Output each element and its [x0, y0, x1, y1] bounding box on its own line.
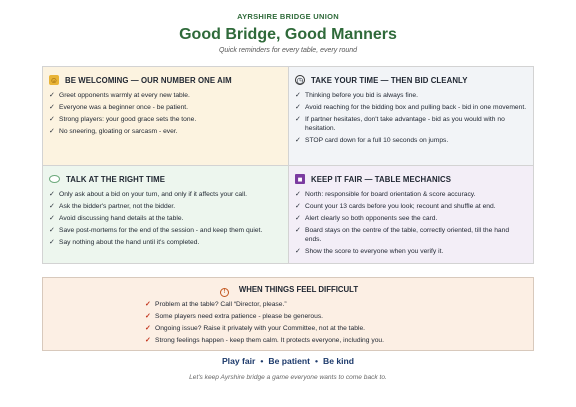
- check-icon: ✓: [295, 116, 301, 123]
- check-icon: ✓: [295, 227, 301, 234]
- motto: Play fair • Be patient • Be kind: [221, 356, 355, 366]
- list-item: ✓ STOP card down for a full 10 seconds on jumps.: [295, 137, 449, 145]
- organisation-name: AYRSHIRE BRIDGE UNION: [237, 12, 339, 21]
- item-list: [49, 190, 282, 247]
- warning-icon: !: [220, 288, 229, 297]
- list-item: ✓ Say nothing about the hand until it's completed.: [49, 239, 200, 246]
- check-icon: ✓: [295, 215, 301, 222]
- page-title: Good Bridge, Good Manners: [179, 26, 397, 43]
- list-item: ✓ Thinking before you bid is always fine.: [295, 92, 419, 99]
- list-item: ✓ Ask the bidder's partner, not the bidder.: [49, 203, 176, 210]
- check-icon: ✓: [49, 116, 55, 123]
- item-list: [145, 300, 384, 348]
- list-item: ✓ If partner hesitates, don't take advantage - bid as you would with no hesitation.: [295, 116, 505, 133]
- list-item: ✓ Alert clearly so both opponents see the card.: [295, 215, 438, 222]
- check-icon: ✓: [295, 203, 301, 210]
- check-icon: ✓: [145, 337, 151, 344]
- check-icon: ✓: [145, 313, 151, 320]
- panel-heading: WHEN THINGS FEEL DIFFICULT: [238, 285, 359, 294]
- check-icon: ✓: [49, 128, 55, 135]
- section-keep-it-fair: [289, 166, 533, 263]
- list-item: ✓ Ongoing issue? Raise it privately with your Committee, not at the table.: [145, 325, 366, 332]
- check-icon: ✓: [49, 92, 55, 99]
- list-item: ✓ Problem at the table? Call “Director, please.”: [145, 301, 287, 308]
- item-list: [295, 190, 527, 257]
- check-icon: ✓: [295, 191, 301, 198]
- board-icon: ■: [295, 174, 305, 184]
- check-icon: ✓: [49, 191, 55, 198]
- section-heading: TALK AT THE RIGHT TIME: [66, 174, 166, 184]
- section-talk-at-right-time: [43, 166, 289, 263]
- list-item: ✓ Board stays on the centre of the table, correctly oriented, till the hand ends.: [295, 227, 510, 244]
- list-item: ✓ North: responsible for board orientation & score accuracy.: [295, 191, 476, 198]
- closing-line: Let's keep Ayrshire bridge a game everyone wants to come back to.: [189, 374, 387, 381]
- list-item: ✓ No sneering, gloating or sarcasm - ever.: [49, 128, 178, 135]
- check-icon: ✓: [49, 203, 55, 210]
- section-heading: TAKE YOUR TIME — THEN BID CLEANLY: [311, 75, 468, 85]
- guidelines-grid: [42, 66, 534, 264]
- list-item: ✓ Avoid reaching for the bidding box and pulling back - bid in one movement.: [295, 104, 527, 111]
- list-item: ✓ Strong feelings happen - keep them calm. It protects everyone, including you.: [145, 337, 384, 344]
- list-item: ✓ Greet opponents warmly at every new table.: [49, 92, 190, 99]
- list-item: ✓ Avoid discussing hand details at the table.: [49, 215, 184, 222]
- section-be-welcoming: [43, 67, 289, 166]
- list-item: ✓ Count your 13 cards before you look; recount and shuffle at end.: [295, 203, 496, 210]
- page-subtitle: Quick reminders for every table, every round: [218, 47, 358, 54]
- check-icon: ✓: [295, 248, 301, 256]
- check-icon: ✓: [145, 325, 151, 332]
- clock-icon: ◷: [296, 75, 304, 85]
- difficult-panel: [42, 277, 534, 351]
- list-item: ✓ Strong players: your good grace sets the tone.: [49, 116, 197, 123]
- check-icon: ✓: [49, 215, 55, 222]
- list-item: ✓ Only ask about a bid on your turn, and only if it affects your call.: [49, 191, 247, 198]
- check-icon: ✓: [295, 137, 301, 145]
- section-heading: KEEP IT FAIR — TABLE MECHANICS: [311, 174, 452, 184]
- smiley-icon: ☺: [49, 75, 59, 85]
- list-item: ✓ Show the score to everyone when you verify it.: [295, 248, 444, 256]
- section-heading: BE WELCOMING — OUR NUMBER ONE AIM: [65, 75, 232, 85]
- check-icon: ✓: [295, 104, 301, 111]
- check-icon: ✓: [145, 301, 151, 308]
- check-icon: ✓: [49, 239, 55, 246]
- item-list: [49, 91, 282, 136]
- check-icon: ✓: [295, 92, 301, 99]
- list-item: ✓ Save post-mortems for the end of the session - and keep them quiet.: [49, 227, 263, 234]
- section-take-your-time: [289, 67, 533, 166]
- list-item: ✓ Some players need extra patience - please be generous.: [145, 313, 324, 320]
- list-item: ✓ Everyone was a beginner once - be patient.: [49, 104, 189, 111]
- item-list: [295, 91, 527, 146]
- check-icon: ✓: [49, 104, 55, 111]
- speech-bubble-icon: [49, 175, 60, 183]
- check-icon: ✓: [49, 227, 55, 234]
